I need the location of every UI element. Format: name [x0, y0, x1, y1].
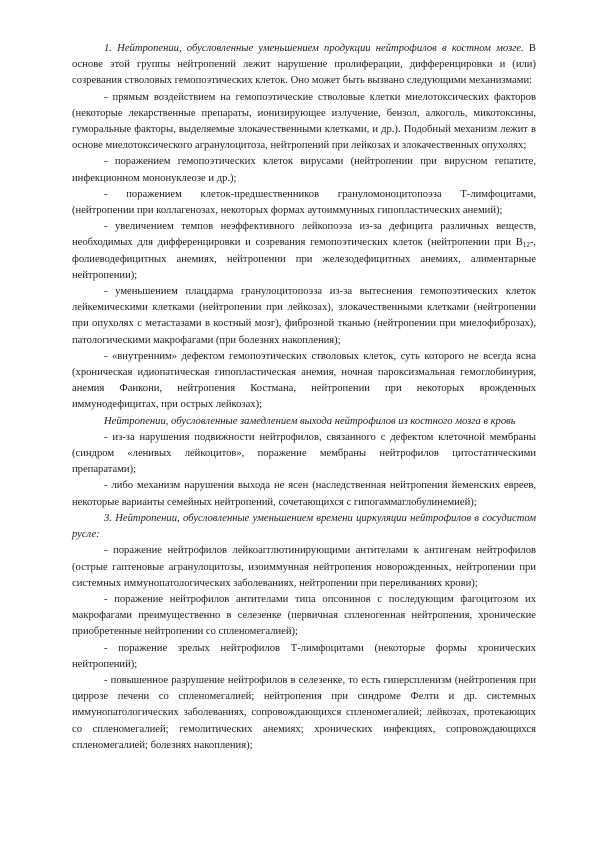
list-item: - поражение нейтрофилов лейкоагглютинирующими антителами к антигенам нейтрофилов (острые гаптеновые агранулоцитозы, изоиммунная нейтропения новорожденных, нейтропении при системных иммунопатологических заболеваниях, нейтропении при переливаниях крови); — [72, 545, 536, 589]
paragraph-text: В основе этой группы нейтропений лежит нарушение пролиферации, дифференцировки и (или) созревания стволовых гемопоэтических клеток. Оно может быть вызвано следующими механизмами: — [72, 43, 536, 87]
list-item: - повышенное разрушение нейтрофилов в селезенке, то есть гиперспленизм (нейтропения при циррозе печени со спленомегалией; нейтропения при синдроме Фелти и др. системных иммунопатологических заболеваниях, сопровождающихся спленомегалией; лейкозах, протекающих со спленомегалией; гемолитических анемиях; хронических инфекциях, сопровождающихся спленомегалией; болезнях накопления); — [72, 674, 536, 751]
list-item: - поражением гемопоэтических клеток вирусами (нейтропении при вирусном гепатите, инфекционном мононуклеозе и др.); — [72, 156, 536, 184]
subscript: 12 — [522, 241, 530, 250]
list-item: - поражение зрелых нейтрофилов Т-лимфоцитами (некоторые формы хронических нейтропений); — [72, 642, 536, 670]
section-heading-3: 3. Нейтропении, обусловленные уменьшением времени циркуляции нейтрофилов в сосудистом русле: — [72, 512, 536, 541]
list-item: - из-за нарушения подвижности нейтрофилов, связанного с дефектом клеточной мембраны (синдром «ленивых лейкоцитов», поражение мембраны нейтрофилов цитостатическими препаратами); — [72, 431, 536, 476]
list-item: - поражение нейтрофилов антителами типа опсонинов с последующим фагоцитозом их макрофагами преимущественно в селезенке (первичная спленогенная нейтропения, хронические приобретенные нейтропении со спленомегалией); — [72, 593, 536, 638]
list-item: - «внутренним» дефектом гемопоэтических стволовых клеток, суть которого не всегда ясна (хроническая идиопатическая гипопластическая анемия, ночная пароксизмальная гемоглобинурия, анемия Фанкони, нейтропения Костмана, нейтропении при некоторых врожденных иммунодефицитах, при острых лейкозах); — [72, 350, 536, 411]
list-item-text: -, фолиеводефицитных анемиях, нейтропении при железодефицитных анемиях, алиментарные нейтропении); — [72, 237, 536, 281]
list-item: - уменьшением плацдарма гранулоцитопоэза из-за вытеснения гемопоэтических клеток лейкемическими клетками (нейтропении при лейкозах), злокачественными клетками (нейтропении при опухолях с метастазами в костный мозг), фиброзной тканью (нейтропении при миелофиброзах), патологическими макрофагами (при болезнях накопления); — [72, 286, 536, 346]
list-item — [72, 219, 536, 284]
list-item: - поражением клеток-предшественников грануломоноцитопоэза Т-лимфоцитами, (нейтропении при коллагенозах, некоторых формах аутоиммунных гипопластических анемий); — [72, 188, 536, 217]
paragraph-3 — [72, 511, 536, 543]
list-item-text: - увеличением темпов неэффективного лейкопоэза из-за дефицита различных веществ, необходимых для дифференцировки и созревания гемопоэтических клеток (нейтропении при B — [72, 221, 536, 249]
paragraph-2 — [72, 414, 536, 430]
paragraph-1 — [72, 41, 536, 90]
section-heading-1: 1. Нейтропении, обусловленные уменьшением продукции нейтрофилов в костном мозге. — [104, 43, 524, 54]
list-item: - либо механизм нарушения выхода не ясен (наследственная нейтропения йеменских евреев, некоторые варианты семейных нейтропений, сочетающихся с гипогаммаглобулинемией); — [72, 480, 536, 508]
section-heading-2: Нейтропении, обусловленные замедлением выхода нейтрофилов из костного мозга в кровь — [104, 415, 516, 427]
list-item: - прямым воздействием на гемопоэтические стволовые клетки миелотоксических факторов (некоторые лекарственные препараты, ионизирующее излучение, бензол, алкоголь, микотоксины, гуморальные факторы, выделяемые злокачественными клетками, и др.). Подобный механизм лежит в основе миелотоксического агранулоцитоза, нейтропений при лейкозах и злокачественных опухолях; — [72, 91, 536, 152]
